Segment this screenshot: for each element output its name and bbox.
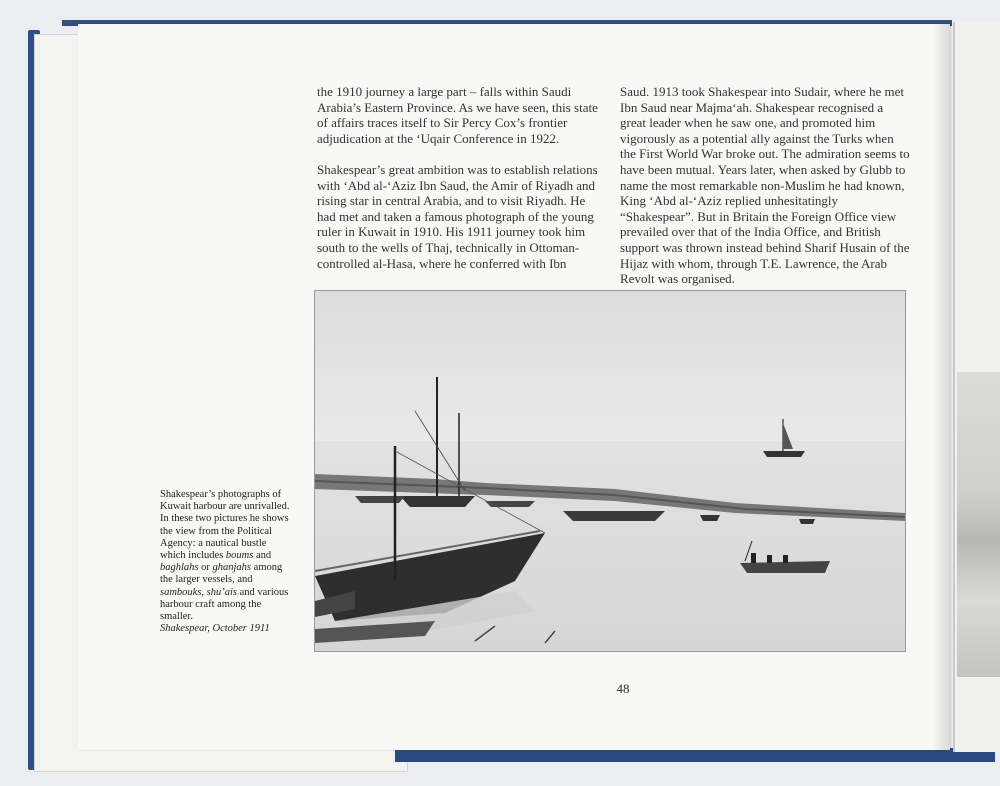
harbour-photograph	[314, 290, 906, 652]
page-number: 48	[616, 681, 630, 696]
harbour-photo-illustration	[315, 291, 905, 651]
caption-text: Shakespear’s photographs of Kuwait harbour are unrivalled. In these two pictures he shows the view from the Political Agency: a nautical bustle which includes	[160, 489, 290, 562]
book-page	[78, 24, 950, 750]
paragraph: Saud. 1913 took Shakespear into Sudair, where he met Ibn Saud near Majma‘ah. Shakespear recognised a great leader when he saw one, and promoted him vigorously as a potential ally against the Turks when the First World War broke out. The admiration seems to have been mutual. Years later, when asked by Glubb to name the most remarkable non-Muslim he had known, King ‘Abd al-‘Aziz replied unhesitatingly “Shakespear”. But in Britain the Foreign Office view prevailed over that of the India Office, and British support was thrown instead behind Sharif Husain of the Hijaz with whom, through T.E. Lawrence, the Arab Revolt was organised.	[620, 84, 910, 287]
photo-credit: Shakespear, October 1911	[160, 623, 270, 635]
book-cover-bottom-edge	[395, 748, 995, 762]
paragraph: Shakespear’s great ambition was to establish relations with ‘Abd al-‘Aziz Ibn Saud, the Amir of Riyadh and rising star in central Arabia, and to visit Riyadh. He had met and taken a famous photograph of the young ruler in Kuwait in 1910. His 1911 journey took him south to the wells of Thaj, technically in Ottoman-controlled al-Hasa, where he conferred with Ibn	[317, 161, 598, 271]
caption-term: ghanjahs	[212, 562, 252, 574]
caption-text: ,	[201, 586, 207, 598]
text-column-right	[620, 84, 912, 302]
text-column-left	[317, 84, 602, 287]
caption-text: and various harbour craft among the smaller.	[160, 586, 289, 623]
photo-caption	[160, 489, 290, 635]
caption-term: baghlahs	[160, 562, 199, 574]
caption-text: among the larger vessels, and	[160, 562, 283, 586]
facing-page-photo	[957, 372, 1000, 677]
paragraph: the 1910 journey a large part – falls within Saudi Arabia’s Eastern Province. As we have seen, this state of affairs traces itself to Sir Percy Cox’s frontier adjudication at the ‘Uqair Conference in 1922.	[317, 84, 598, 146]
caption-text: and	[253, 550, 272, 562]
caption-term: boums	[225, 550, 254, 562]
facing-page	[953, 22, 1000, 752]
caption-term: shu’ais	[206, 586, 238, 598]
gutter-shadow	[932, 24, 950, 750]
caption-term: sambouks	[160, 586, 202, 598]
caption-text: or	[198, 562, 213, 574]
